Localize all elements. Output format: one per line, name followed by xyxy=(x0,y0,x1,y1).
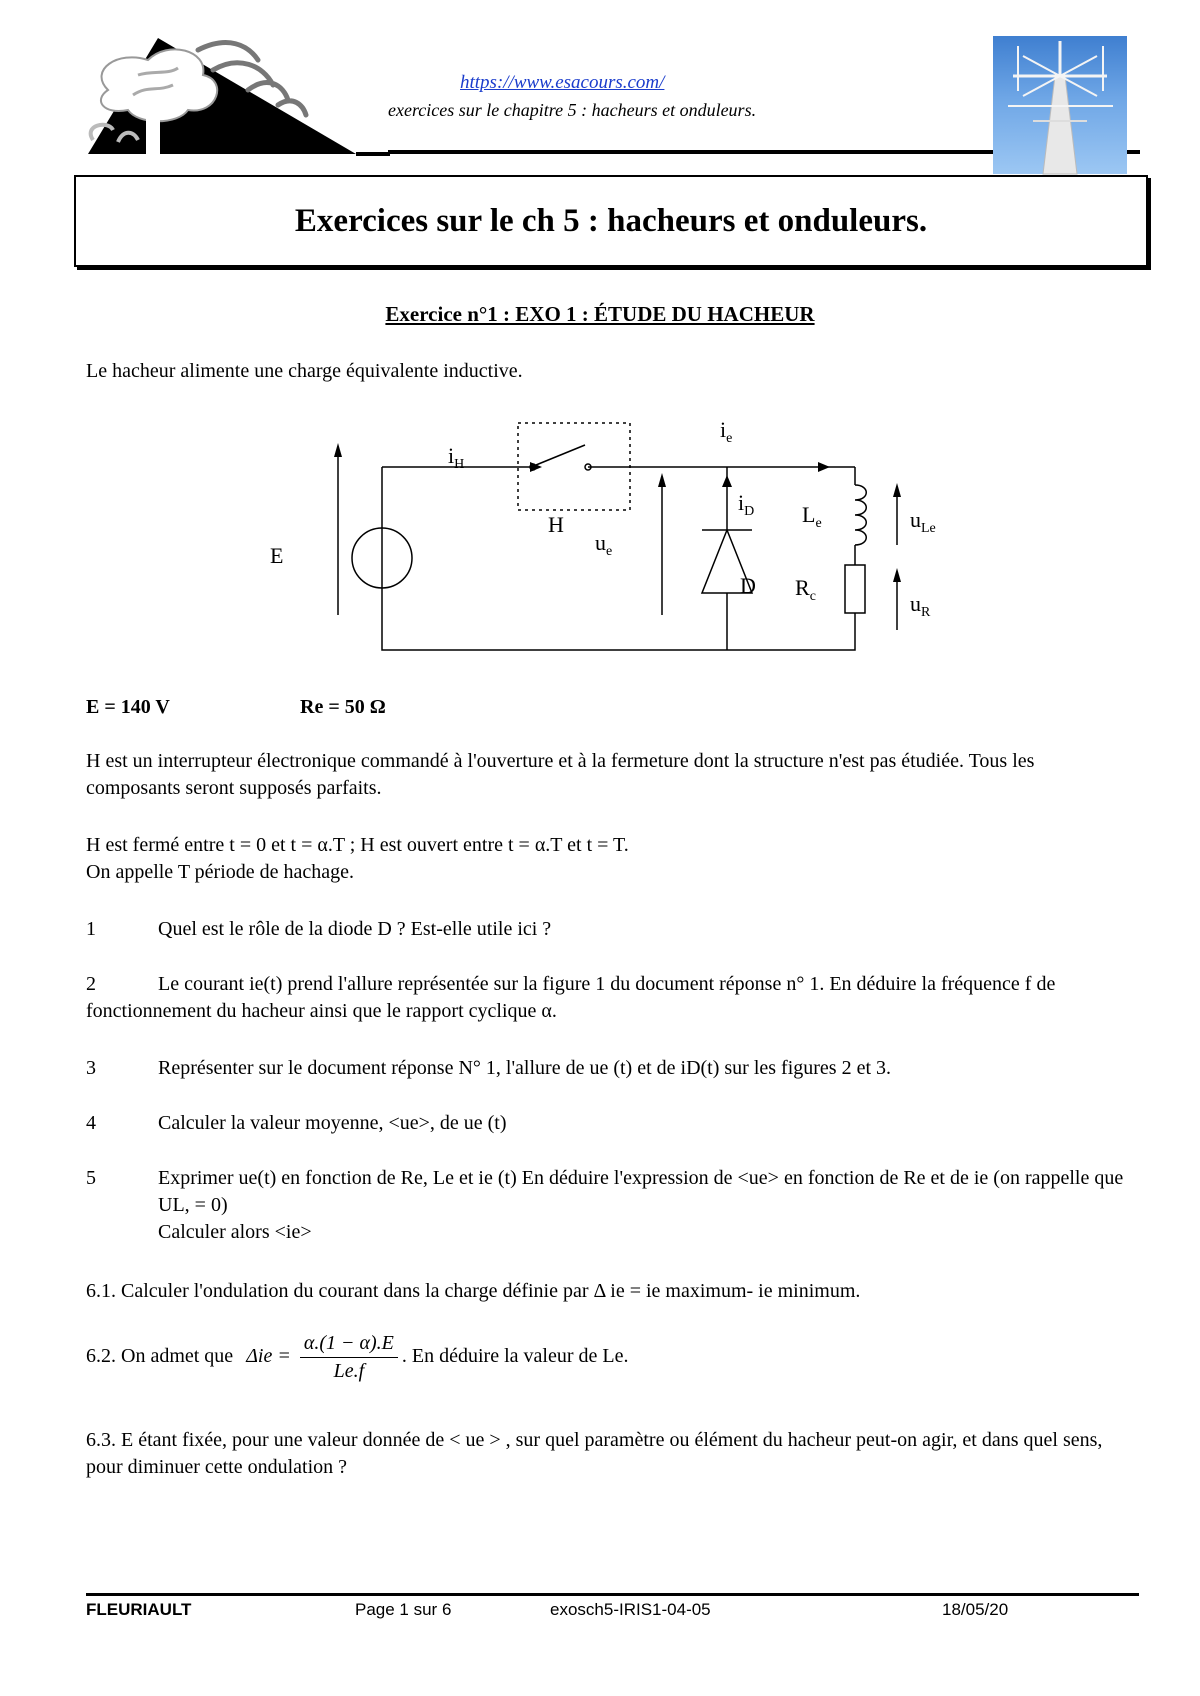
label-ue: $u_e$ xyxy=(595,530,613,559)
title-box xyxy=(74,175,1148,267)
header-subtitle: exercices sur le chapitre 5 : hacheurs et onduleurs. xyxy=(388,100,757,120)
question-1: 1 Quel est le rôle de la diode D ? Est-elle utile ici ? xyxy=(86,918,552,940)
paragraph-switch: H est un interrupteur électronique commandé à l'ouverture et à la fermeture dont la structure n'est pas étudiée. Tous les composants seront supposés parfaits. xyxy=(86,750,1035,799)
page-title: Exercices sur le ch 5 : hacheurs et onduleurs. xyxy=(294,202,928,239)
question-5: 5 Exprimer ue(t) en fonction de Re, Le et ie (t) En déduire l'expression de <ue> en fonction de Re et de ie (on rappelle que UL, = 0) Calculer alors <ie> xyxy=(86,1167,1124,1243)
label-H: H xyxy=(548,512,564,537)
question-3: 3 Représenter sur le document réponse N° 1, l'allure de ue (t) et de iD(t) sur les figures 2 et 3. xyxy=(86,1057,892,1079)
question-6-1: 6.1. Calculer l'ondulation du courant dans la charge définie par Δ ie = ie maximum- ie minimum. xyxy=(86,1280,861,1302)
website-link[interactable]: https://www.esacours.com/ xyxy=(460,72,665,93)
label-uR: $u_R$ xyxy=(910,591,931,620)
label-Rc: $R_c$ xyxy=(795,575,816,604)
question-4: 4 Calculer la valeur moyenne, <ue>, de ue (t) xyxy=(86,1112,507,1134)
footer-author: FLEURIAULT xyxy=(86,1600,192,1619)
label-Le: $L_e$ xyxy=(802,502,822,531)
label-ie: $i_e$ xyxy=(720,417,733,446)
antenna-photo xyxy=(993,36,1127,174)
label-uLe: $u_{Le}$ xyxy=(910,507,936,536)
chopper-circuit-diagram xyxy=(270,415,940,665)
label-iD: $i_D$ xyxy=(738,490,755,519)
footer-date: 18/05/20 xyxy=(942,1600,1009,1619)
value-Re: Re = 50 Ω xyxy=(300,696,386,718)
ripple-formula: $\frac{\alpha.(1 - \alpha).E}{Le.f}$ xyxy=(300,1330,398,1385)
exercise-title: Exercice n°1 : EXO 1 : ÉTUDE DU HACHEUR xyxy=(385,302,815,326)
label-D: D xyxy=(740,573,756,598)
footer-file: exosch5-IRIS1-04-05 xyxy=(550,1600,711,1619)
question-2: 2 Le courant ie(t) prend l'allure représentée sur la figure 1 du document réponse n° 1. En déduire la fréquence f de fonctionnement du hacheur ainsi que le rapport cyclique α. xyxy=(86,973,1056,1022)
paragraph-cycle: H est fermé entre t = 0 et t = α.T ; H est ouvert entre t = α.T et t = T. On appelle T période de hachage. xyxy=(86,834,629,883)
question-6-2: 6.2. On admet que Δie = $\frac{\alpha.(1 - \alpha).E}{Le.f}$ . En déduire la valeur de Le. xyxy=(86,1330,1126,1385)
label-iH: $i_H$ xyxy=(448,443,465,472)
footer-page: Page 1 sur 6 xyxy=(355,1600,452,1619)
question-6-3: 6.3. E étant fixée, pour une valeur donnée de < ue > , sur quel paramètre ou élément du hacheur peut-on agir, et dans quel sens, pour diminuer cette ondulation ? xyxy=(86,1429,1103,1478)
footer-divider xyxy=(86,1593,1139,1596)
intro-text: Le hacheur alimente une charge équivalente inductive. xyxy=(86,360,523,382)
value-E: E = 140 V xyxy=(86,696,170,718)
logo xyxy=(78,30,390,170)
label-E: E xyxy=(270,543,284,568)
